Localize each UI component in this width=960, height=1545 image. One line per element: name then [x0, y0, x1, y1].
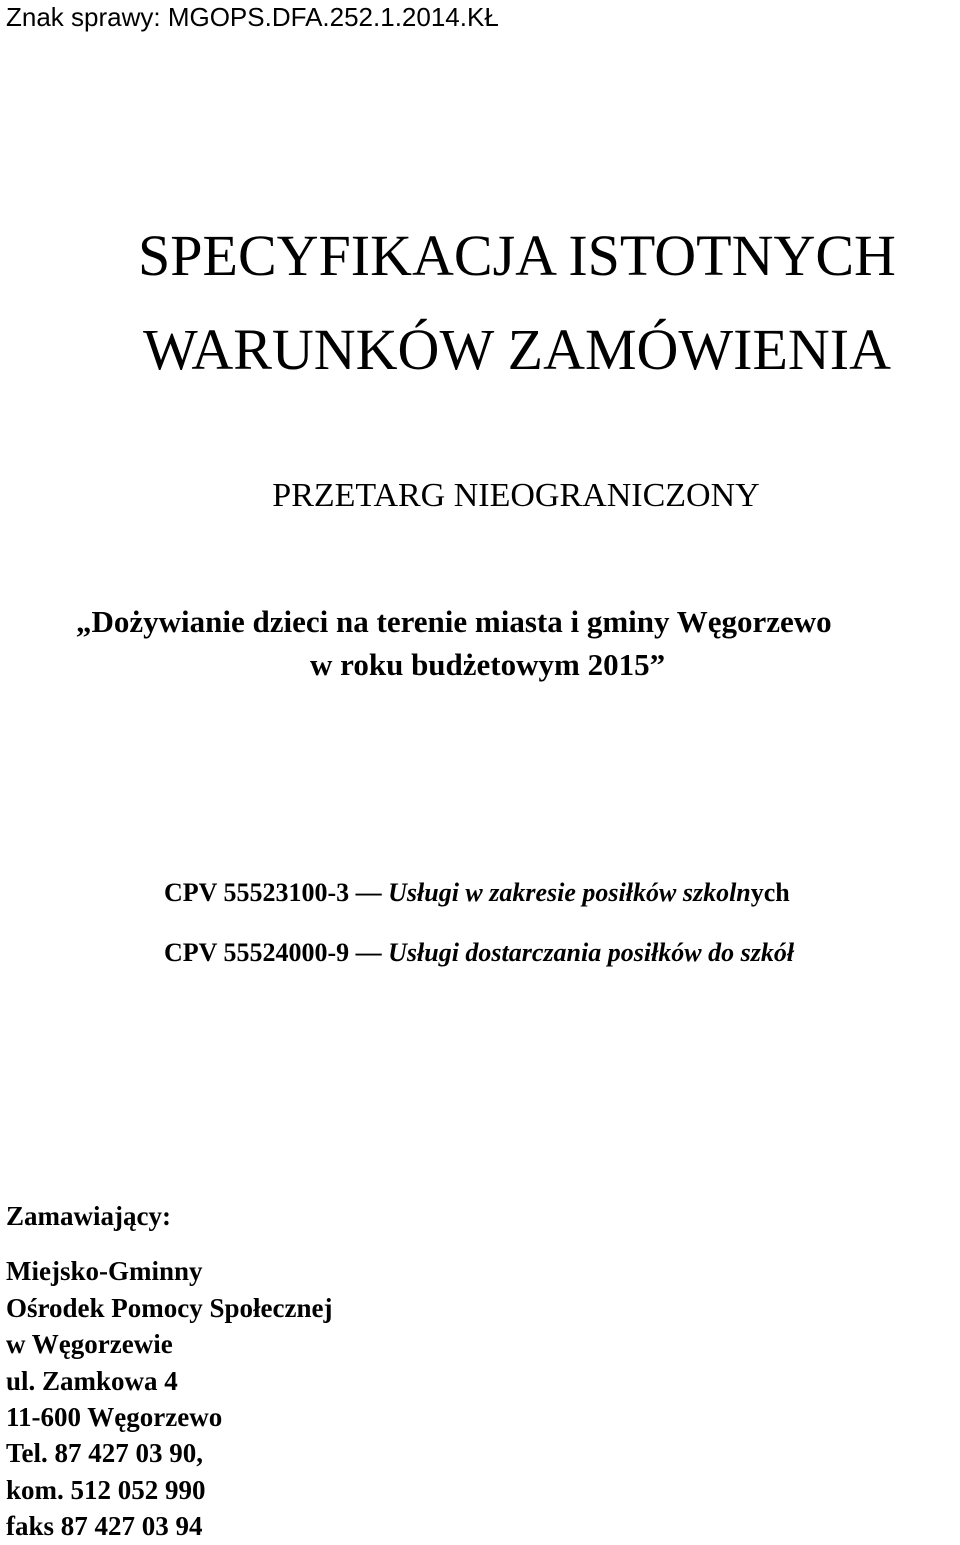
authority-phone: Tel. 87 427 03 90, — [6, 1438, 204, 1469]
contract-subject-line-1: „Dożywianie dzieci na terenie miasta i gminy Węgorzewo — [76, 604, 832, 639]
case-number: Znak sprawy: MGOPS.DFA.252.1.2014.KŁ — [6, 2, 499, 32]
authority-fax: faks 87 427 03 94 — [6, 1511, 203, 1542]
document-title-line-2: WARUNKÓW ZAMÓWIENIA — [143, 317, 891, 382]
authority-address-city: 11-600 Węgorzewo — [6, 1402, 223, 1433]
cpv-entry-2 — [164, 938, 794, 968]
cpv-dash: — — [355, 878, 389, 907]
authority-mobile: kom. 512 052 990 — [6, 1474, 206, 1505]
authority-address-street: ul. Zamkowa 4 — [6, 1365, 178, 1396]
cpv-description: Usługi dostarczania posiłków do szkół — [388, 938, 795, 967]
cpv-description-tail: ych — [750, 878, 790, 907]
cpv-entry-1 — [164, 878, 790, 908]
authority-line: Ośrodek Pomocy Społecznej — [6, 1292, 333, 1323]
cpv-description: Usługi w zakresie posiłków szkoln — [388, 878, 751, 907]
contract-subject — [76, 600, 832, 686]
contracting-authority — [6, 1198, 332, 1545]
cpv-code: CPV 55524000-9 — [164, 938, 356, 967]
cpv-code: CPV 55523100-3 — [164, 878, 356, 907]
authority-line: Miejsko-Gminny — [6, 1256, 203, 1287]
document-title-line-1: SPECYFIKACJA ISTOTNYCH — [138, 223, 896, 288]
contract-subject-line-2: w roku budżetowym 2015” — [310, 647, 666, 682]
cpv-dash: — — [355, 938, 389, 967]
authority-line: w Węgorzewie — [6, 1329, 173, 1360]
procedure-type: PRZETARG NIEOGRANICZONY — [272, 477, 760, 514]
contracting-authority-label: Zamawiający: — [6, 1201, 171, 1231]
